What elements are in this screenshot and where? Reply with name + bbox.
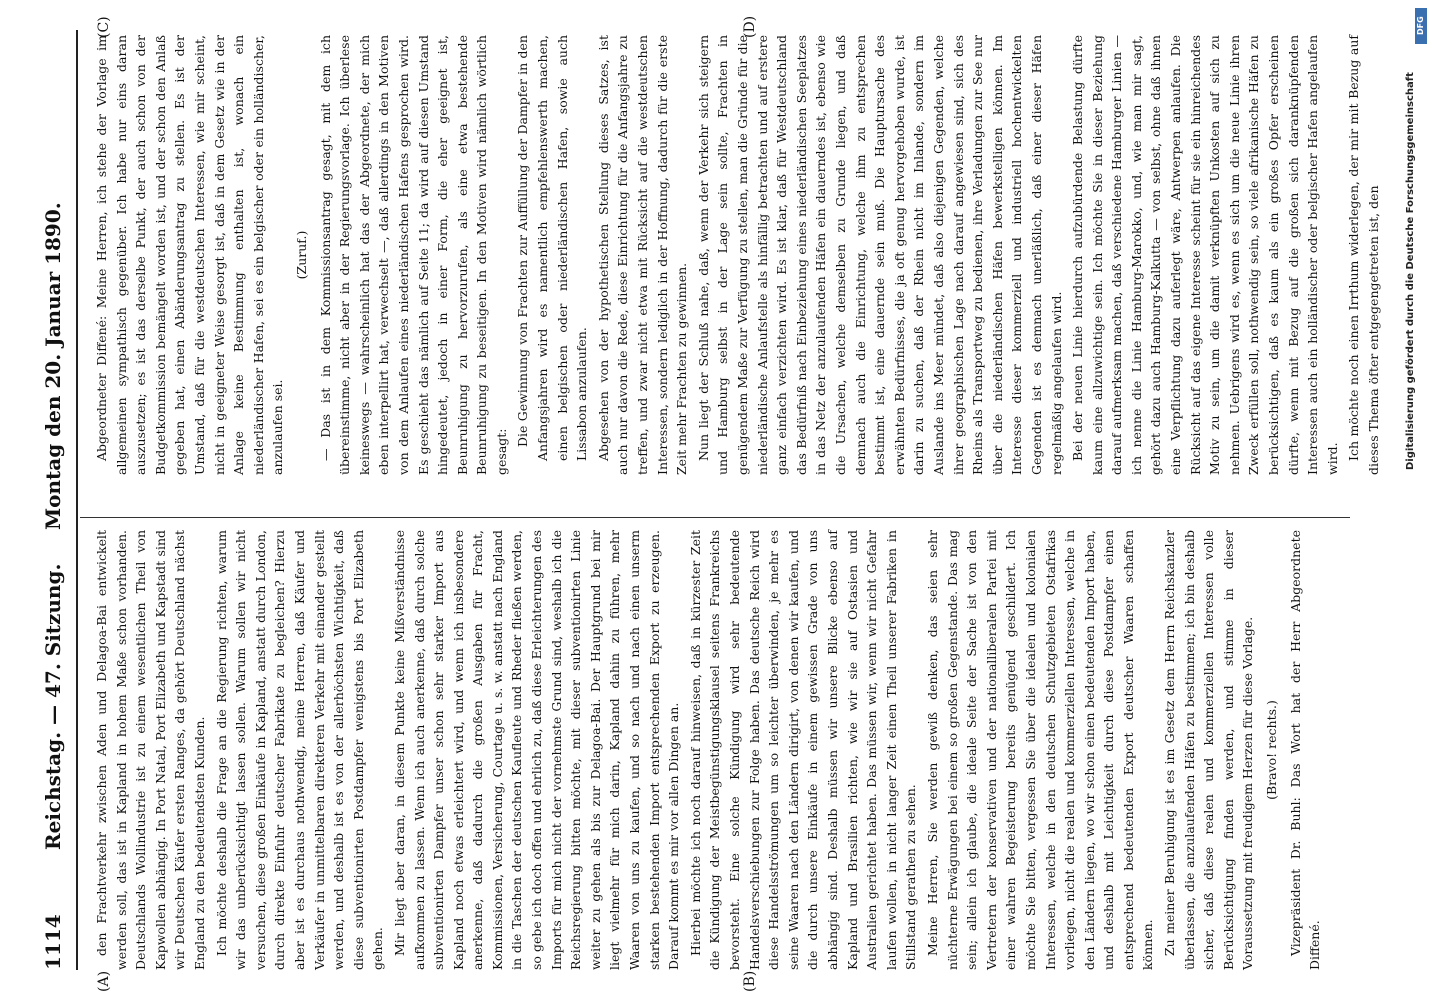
margin-mark-c: (C) (96, 16, 112, 38)
session-title: Reichstag. — 47. Sitzung. (41, 563, 65, 850)
paragraph: Ich möchte deshalb die Frage an die Regierung richten, warum wir das unberücksichtigt lassen sollen. Warum sollen wir nicht versuchen, diese großen Einkäufe in Kapland, anstatt durch London, durch direkte Einfuhr deutscher Fabrikate zu begleichen? Hierzu aber ist es durchaus nothwendig, meine Herren, daß Käufer und Verkäufer in unmittelbaren direkteren Verkehr mit einander gestellt werden, und deshalb ist es von der allerhöchsten Wichtigkeit, daß diese subventionirten Postdampfer wenigstens bis Port Elizabeth gehen. (213, 530, 386, 970)
paragraph: Nun liegt der Schluß nahe, daß, wenn der Verkehr sich steigern und Hamburg selbst in der Lage sein sollte, Frachten in genügendem Maße zur Verfügung zu stellen, man die Gründe für die niederländische Anlaufstelle als hinfällig betrachten und auf erstere ganz einfach verzichten wird. Es ist klar, daß für Westdeutschland das Bedürfniß nach Einbeziehung eines niederländischen Seeplatzes in das Netz der anzulaufenden Häfen ein dauerndes ist, ebenso wie die Ursachen, welche demselben zu Grunde liegen, und daß demnach auch die Einrichtung, welche ihm zu entsprechen bestimmt ist, eine dauernde sein muß. Die Hauptursache des erwähnten Bedürfnisses, die ja oft genug hervorgehoben wurde, ist darin zu suchen, daß der Rhein nicht im Inlande, sondern im Auslande ins Meer mündet, daß also diejenigen Gegenden, welche ihrer geographischen Lage nach darauf angewiesen sind, sich des Rheins als Transportweg zu bedienen, ihre Verladungen zur See nur über die niederländischen Häfen bewerkstelligen können. Im Interesse dieser kommerziell und industriell hochentwickelten Gegenden ist es demnach unerläßlich, daß einer dieser Häfen regelmäßig angelaufen wird. (695, 35, 1064, 475)
paragraph: Ich möchte noch einen Irrthum widerlegen, der mir mit Bezug auf dieses Thema öfter entgegengetreten ist, den (1346, 35, 1381, 475)
paragraph: Mir liegt aber daran, in diesem Punkte keine Mißverständnisse aufkommen zu lassen. Wenn ich auch anerkenne, daß durch solche subventionirten Dampfer unser schon sehr starker Import aus Kapland noch etwas erleichtert wird, und wenn ich insbesondere anerkenne, daß dadurch die großen Ausgaben für Fracht, Kommissionen, Versicherung, Courtage u. s. w. anstatt nach England in die Taschen der deutschen Kaufleute und Rheder fließen werden, so gebe ich doch offen und ehrlich zu, daß diese Erleichterungen des Imports für mich nicht der vornehmste Grund sind, weshalb ich die Reichsregierung bitten möchte, mit dieser subventionirten Linie weiter zu gehen als bis zur Delagoa-Bai. Der Hauptgrund bei mir liegt vielmehr für mich darin, Kapland dahin zu führen, mehr Waaren von uns zu kaufen, und so nach und nach einen unserm starken bestehenden Import entsprechenden Export zu erzeugen. Darauf kommt es mir vor allen Dingen an. (391, 530, 682, 970)
digitization-credit: Digitalisierung gefördert durch die Deutsche Forschungsgemeinschaft (1405, 72, 1416, 470)
margin-mark-d: (D) (742, 15, 758, 38)
applause-note: (Bravo! rechts.) (1264, 700, 1280, 800)
session-date: Montag den 20. Januar 1890. (41, 202, 65, 530)
paragraph: — Das ist in dem Kommissionsantrag gesagt, mit dem ich übereinstimme, nicht aber in der Regierungsvorlage. Ich überlese keineswegs — wahrscheinlich hat das der Abgeordnete, der mich eben interpellirt hat, verwechselt —, daß allerdings in den Motiven von dem Anlaufen eines niederländischen Hafens gesprochen wird. Es geschieht das nämlich auf Seite 11; da wird auf diesen Umstand hingedeutet, jedoch in einer Form, die eher geeignet ist, Beunruhigung zu hervorzurufen, als eine etwa bestehende Beunruhigung zu beseitigen. In den Motiven wird nämlich wörtlich gesagt: (317, 35, 509, 475)
paragraph: Meine Herren, Sie werden gewiß denken, das seien sehr nüchterne Erwägungen bei einem so großen Gegenstande. Das mag sein; allein ich glaube, die ideale Seite der Sache ist von den Vertretern der konservativen und der nationalliberalen Partei mit einer wahren Begeisterung bereits genügend geschildert. Ich möchte Sie bitten, vergessen Sie über die idealen und kolonialen Interessen, welche in den deutschen Schutzgebieten Ostafrikas vorliegen, nicht die realen und kommerziellen Interessen, welche in den Ländern liegen, wo wir schon einen bedeutenden Import haben, und deshalb mit Leichtigkeit durch diese Postdampfer einen entsprechend bedeutenden Export deutscher Waaren schaffen können. (924, 530, 1156, 970)
page-header (35, 50, 75, 970)
interjection-note: (Zuruf.) (293, 230, 309, 280)
speaker-intro: Vizepräsident Dr. Buhl: Das Wort hat der Herr Abgeordnete Diffené. (1287, 530, 1323, 970)
paragraph: Bei der neuen Linie hierdurch aufzubürdende Belastung dürfte kaum eine allzuwichtige sein. Ich möchte Sie in dieser Beziehung darauf aufmerksam machen, daß verschiedene Hamburger Linien — ich nenne die Linie Hamburg-Marokko, und, wie man mir sagt, gehört dazu auch Hamburg-Kalkutta — von selbst, ohne daß ihnen eine Verpflichtung dazu auferlegt wäre, Antwerpen anlaufen. Die Rücksicht auf das eigene Interesse scheint für sie ein hinreichendes Motiv zu sein, um die damit verknüpften Unkosten auf sich zu nehmen. Uebrigens wird es, wenn es sich um die neue Linie ihren Zweck erfüllen soll, nothwendig sein, so viele afrikanische Häfen zu berücksichtigen, daß es kaum als ein großes Opfer erscheinen dürfte, wenn mit Bezug auf die großen sich daranknüpfenden Interessen auch ein holländischer oder belgischer Hafen angelaufen wird. (1070, 35, 1340, 475)
right-column (92, 35, 1381, 475)
column-divider (80, 517, 1350, 518)
margin-mark-a: (A) (96, 970, 112, 992)
paragraph: Zu meiner Beruhigung ist es im Gesetz dem Herrn Reichskanzler überlassen, die anzulaufenden Häfen zu bestimmen; ich bin deshalb sicher, daß diese realen und kommerziellen Interessen volle Berücksichtigung finden werden, und stimme in dieser Voraussetzung mit freudigem Herzen für diese Vorlage. (1162, 530, 1256, 970)
page-number: 1114 (41, 914, 65, 970)
paragraph: den Frachtverkehr zwischen Aden und Delagoa-Bai entwickelt werden soll, das ist in Kapland in hohem Maße schon vorhanden. Deutschlands Wollindustrie ist zu einem wesentlichen Theil von Kapwollen abhängig. In Port Natal, Port Elizabeth und Kapstadt sind wir Deutschen Käufer ersten Ranges, da gehört Deutschland nächst England zu den bedeutendsten Kunden. (94, 530, 207, 970)
paragraph: Abgeordneter Diffené: Meine Herren, ich stehe der Vorlage im allgemeinen sympathisch gegenüber. Ich habe nur eins daran auszusetzen; es ist das derselbe Punkt, der auch schon von der Budgetkommission bemängelt worden ist, und der schon den Anlaß gegeben hat, einen Abänderungsantrag zu stellen. Es ist der Umstand, daß für die westdeutschen Interessen, wie mir scheint, nicht in geeigneter Weise gesorgt ist, daß in dem Gesetz wie in der Anlage keine Bestimmung enthalten ist, wonach ein niederländischer Hafen, sei es ein belgischer oder ein holländischer, anzulaufen sei. (94, 35, 286, 475)
quotation: Die Gewinnung von Frachten zur Auffüllung der Dampfer in den Anfangsjahren wird es namentlich empfehlenswerth machen, einen belgischen oder niederländischen Hafen, sowie auch Lissabon anzulaufen. (515, 35, 590, 461)
left-column (92, 530, 1342, 970)
header-rule (76, 30, 78, 970)
paragraph: Hierbei möchte ich noch darauf hinweisen, daß in kürzester Zeit die Kündigung der Meistbegünstigungsklausel seitens Frankreichs bevorsteht. Eine solche Kündigung wird sehr bedeutende Handelsverschiebungen zur Folge haben. Das deutsche Reich wird diese Handelsströmungen um so leichter überwinden, je mehr es seine Waaren nach den Ländern dirigirt, von denen wir kaufen, und die durch unsere Einkäufe in einem gewissen Grade von uns abhängig sind. Deshalb müssen wir unsere Blicke ebenso auf Kapland und Brasilien richten, wie wir sie auf Ostasien und Australien gerichtet haben. Das müssen wir, wenn wir nicht Gefahr laufen wollen, in nicht langer Zeit einen Theil unserer Fabriken in Stillstand gerathen zu sehen. (687, 530, 919, 970)
dfg-logo: DFG (1415, 8, 1427, 44)
margin-mark-b: (B) (742, 970, 758, 992)
paragraph: Abgesehen von der hypothetischen Stellung dieses Satzes, ist auch nur davon die Rede, diese Einrichtung für die Anfangsjahre zu treffen, und zwar nicht etwa mit Rücksicht auf die westdeutschen Interessen, sondern lediglich in der Hoffnung, dadurch für die erste Zeit mehr Frachten zu gewinnen. (595, 35, 690, 475)
